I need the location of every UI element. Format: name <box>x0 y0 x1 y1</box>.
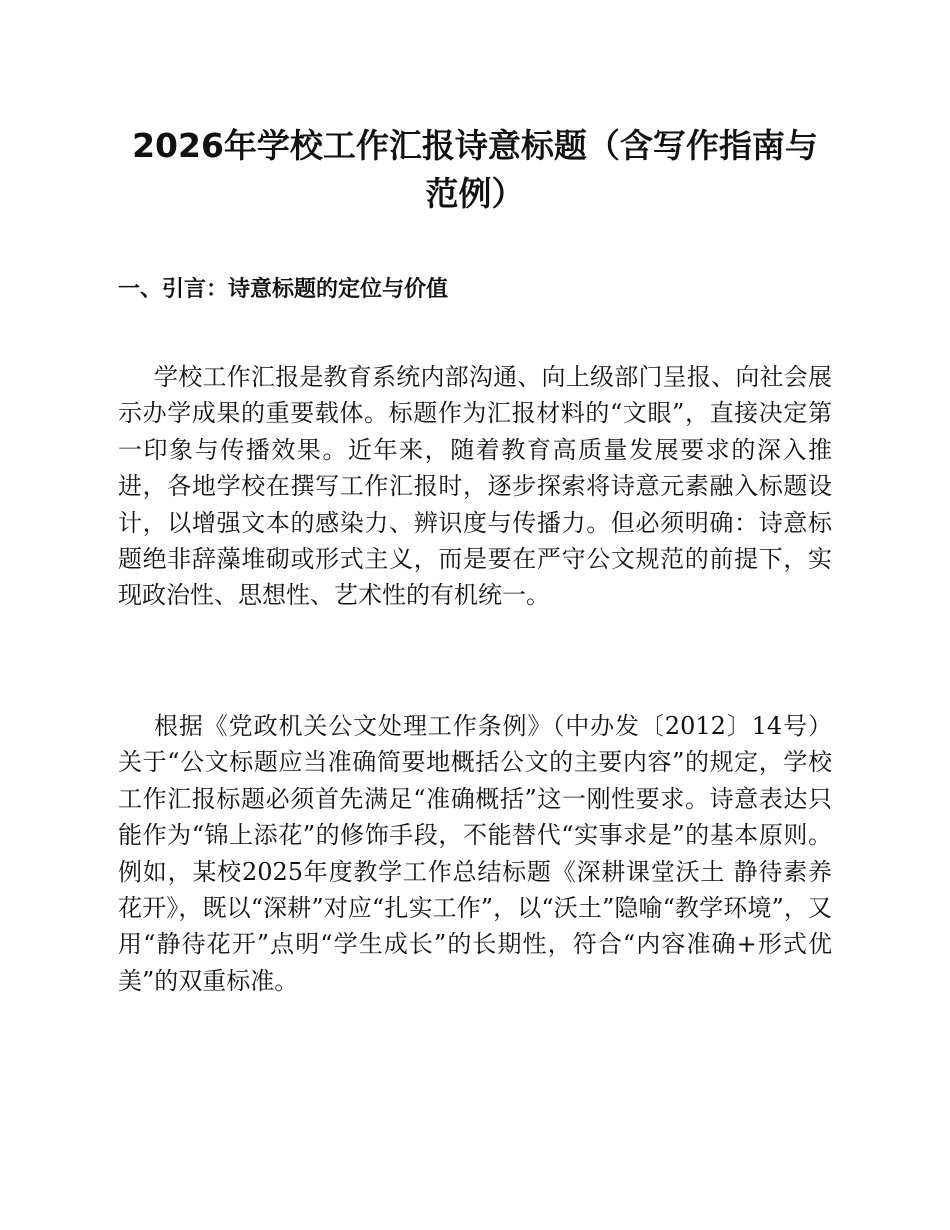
body-paragraph: 学校工作汇报是教育系统内部沟通、向上级部门呈报、向社会展示办学成果的重要载体。标题作为汇报材料的“文眼”，直接决定第一印象与传播效果。近年来，随着教育高质量发展要求的深入推进，各地学校在撰写工作汇报时，逐步探索将诗意元素融入标题设计，以增强文本的感染力、辨识度与传播力。但必须明确：诗意标题绝非辞藻堆砌或形式主义，而是要在严守公文规范的前提下，实现政治性、思想性、艺术性的有机统一。 <box>118 363 832 610</box>
document-title: 2026年学校工作汇报诗意标题（含写作指南与范例） <box>132 126 818 213</box>
body-paragraph: 根据《党政机关公文处理工作条例》（中办发〔2012〕14号）关于“公文标题应当准确简要地概括公文的主要内容”的规定，学校工作汇报标题必须首先满足“准确概括”这一刚性要求。诗意表达只能作为“锦上添花”的修饰手段，不能替代“实事求是”的基本原则。例如，某校2025年度教学工作总结标题《深耕课堂沃土 静待素养花开》，既以“深耕”对应“扎实工作”，以“沃土”隐喻“教学环境”，又用“静待花开”点明“学生成长”的长期性，符合“内容准确+形式优美”的双重标准。 <box>118 712 832 995</box>
section-heading: 一、引言：诗意标题的定位与价值 <box>118 277 449 302</box>
